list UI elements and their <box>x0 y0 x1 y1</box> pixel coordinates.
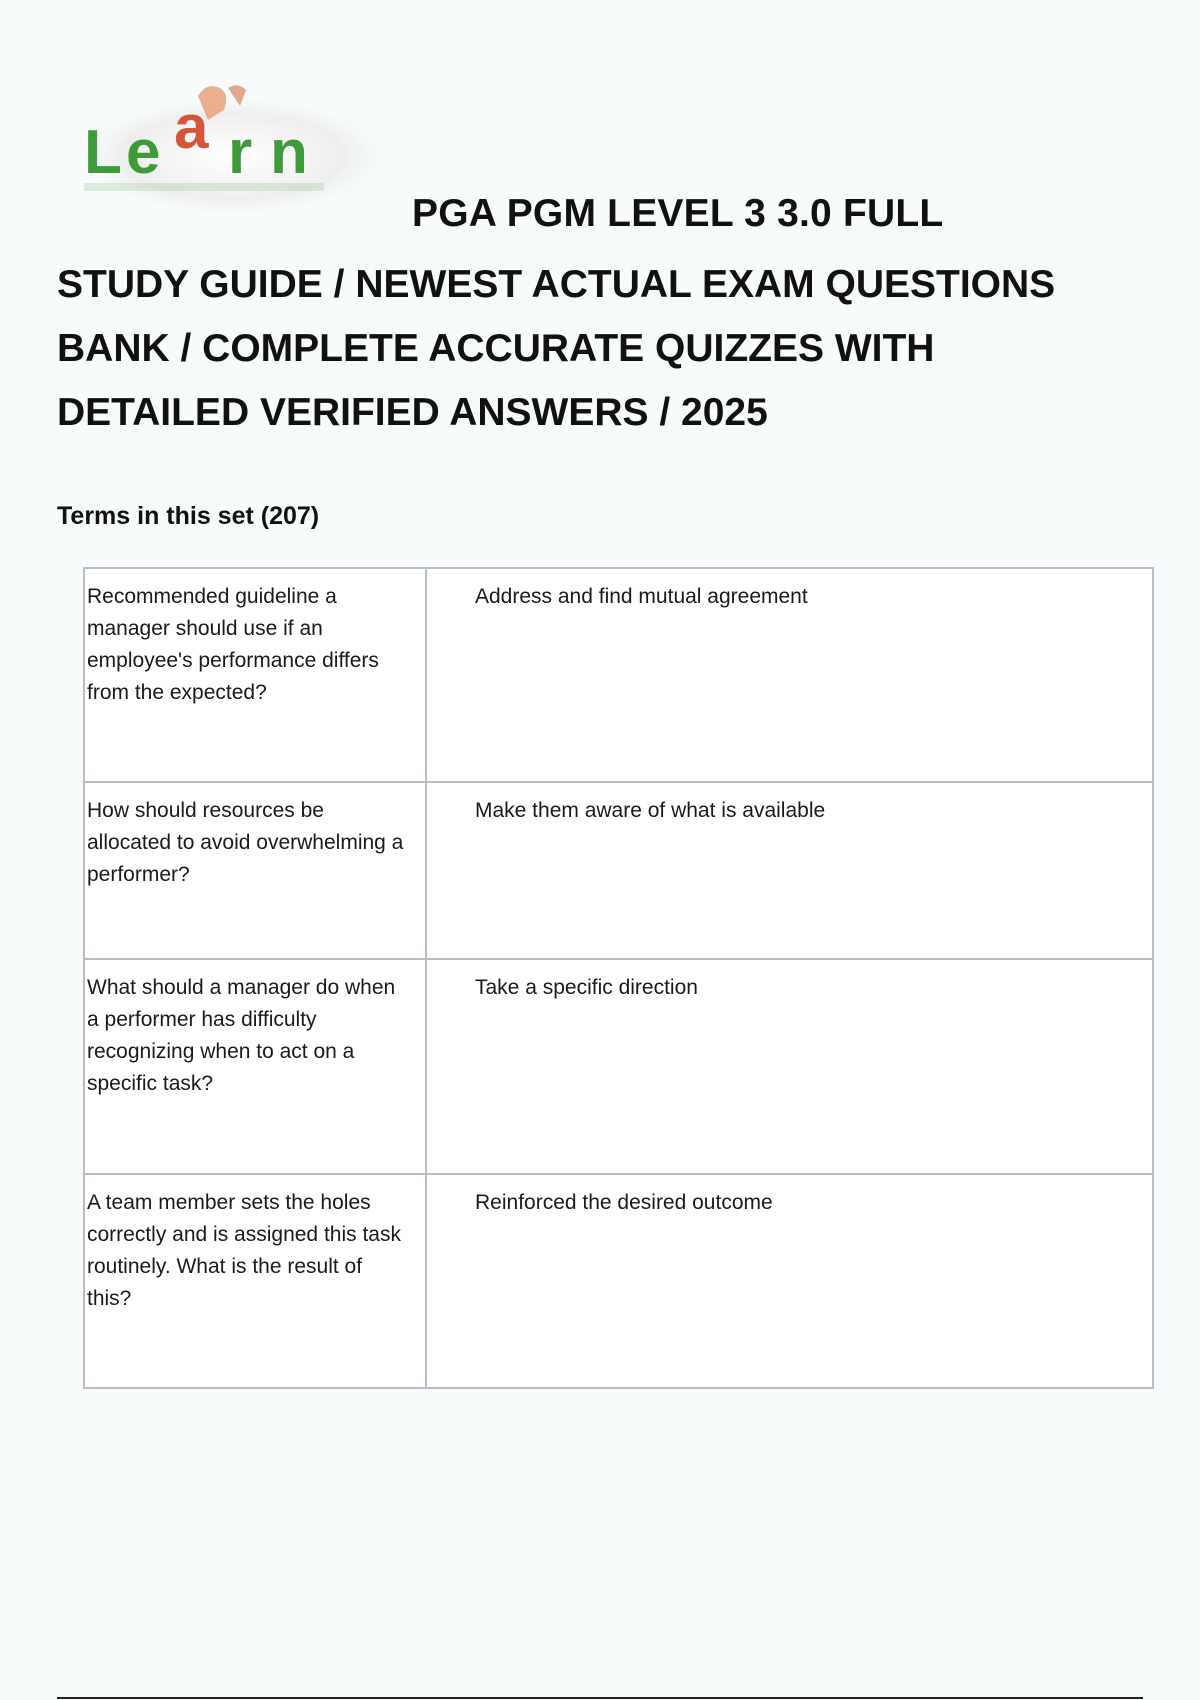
term-question: A team member sets the holes correctly and is assigned this task routinely. What is the result of this? <box>84 1174 426 1388</box>
document-title <box>57 253 1157 445</box>
logo-text: L e a r n <box>84 93 310 187</box>
table-row <box>84 568 1153 782</box>
terms-table <box>83 567 1154 1389</box>
document-title-line-3: BANK / COMPLETE ACCURATE QUIZZES WITH <box>57 327 935 370</box>
term-question: What should a manager do when a performer has difficulty recognizing when to act on a specific task? <box>84 959 426 1174</box>
document-title-line-4: DETAILED VERIFIED ANSWERS / 2025 <box>57 391 768 434</box>
learn-logo <box>78 78 398 213</box>
term-answer: Reinforced the desired outcome <box>426 1174 1153 1388</box>
document-title-line-1: PGA PGM LEVEL 3 3.0 FULL <box>412 192 944 235</box>
table-row <box>84 782 1153 959</box>
document-title-line-2: STUDY GUIDE / NEWEST ACTUAL EXAM QUESTIONS <box>57 263 1056 306</box>
term-answer: Make them aware of what is available <box>426 782 1153 959</box>
term-answer: Take a specific direction <box>426 959 1153 1174</box>
term-question: Recommended guideline a manager should use if an employee's performance differs from the expected? <box>84 568 426 782</box>
term-answer: Address and find mutual agreement <box>426 568 1153 782</box>
term-question: How should resources be allocated to avoid overwhelming a performer? <box>84 782 426 959</box>
table-row <box>84 959 1153 1174</box>
terms-count-heading: Terms in this set (207) <box>57 502 320 530</box>
table-row <box>84 1174 1153 1388</box>
footer-divider <box>57 1697 1143 1699</box>
